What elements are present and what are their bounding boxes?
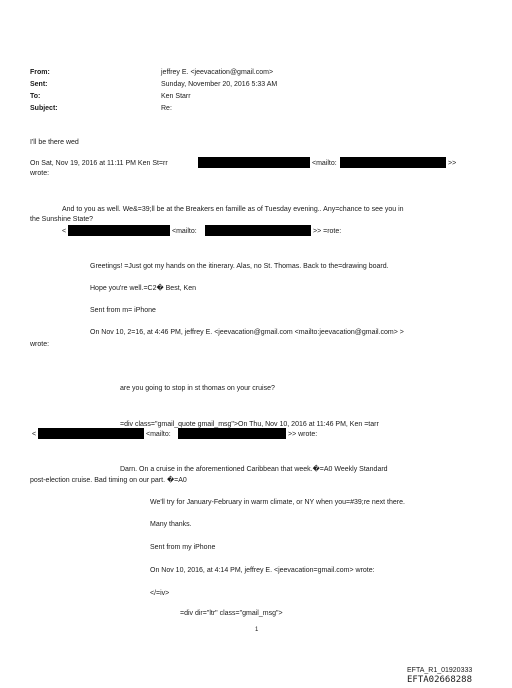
redaction-block [178, 428, 286, 439]
body-line: wrote: [30, 170, 50, 177]
redaction-block [68, 225, 170, 236]
redaction-block [205, 225, 311, 236]
body-line: We'll try for January-February in warm climate, or NY when you=#39;re next there. [150, 499, 405, 506]
body-line: Sent from my iPhone [150, 544, 216, 551]
from-value: jeffrey E. <jeevacation@gmail.com> [161, 69, 274, 76]
body-line: are you going to stop in st thomas on your cruise? [120, 385, 275, 392]
to-label: To: [30, 93, 41, 100]
body-line: Darn. On a cruise in the aforementioned Caribbean that week.�=A0 Weekly Standard [120, 466, 388, 473]
body-line: < [32, 431, 37, 438]
body-line: >> =rote: [313, 228, 342, 235]
body-line: <mailto: [146, 431, 171, 438]
body-line: On Nov 10, 2016, at 4:14 PM, jeffrey E. <jeevacation=gmail.com> wrote: [150, 567, 375, 574]
from-label: From: [30, 69, 50, 76]
body-line: Hope you're well.=C2� Best, Ken [90, 285, 196, 292]
to-value: Ken Starr [161, 93, 191, 100]
body-line: Greetings! =Just got my hands on the itinerary. Alas, no St. Thomas. Back to the=drawing board. [90, 263, 389, 270]
body-line: On Sat, Nov 19, 2016 at 11:11 PM Ken St=rr [30, 160, 168, 167]
body-line: Many thanks. [150, 521, 192, 528]
sent-label: Sent: [30, 81, 48, 88]
redaction-block [38, 428, 144, 439]
body-line: And to you as well. We&=39;ll be at the Breakers en famille as of Tuesday evening.. Any=chance to see you in [62, 206, 404, 213]
redaction-block [340, 157, 446, 168]
body-line: < [62, 228, 67, 235]
bates-number-2: EFTA02668288 [407, 675, 473, 685]
body-line: post-election cruise. Bad timing on our part. �=A0 [30, 477, 187, 484]
body-line: </=iv> [150, 590, 170, 597]
body-line: >> wrote: [288, 431, 318, 438]
body-line: the Sunshine State? [30, 216, 94, 223]
body-line: <mailto: [312, 160, 337, 167]
redaction-block [198, 157, 310, 168]
subject-label: Subject: [30, 105, 58, 112]
body-line: <mailto: [172, 228, 197, 235]
body-line: On Nov 10, 2=16, at 4:46 PM, jeffrey E. <jeevacation@gmail.com <mailto:jeevacation@gmail.com> > [90, 329, 404, 336]
body-line: Sent from m= iPhone [90, 307, 156, 314]
body-line: I'll be there wed [30, 139, 79, 146]
body-line: >> [448, 160, 457, 167]
page-number: 1 [255, 627, 259, 633]
sent-value: Sunday, November 20, 2016 5:33 AM [161, 81, 278, 88]
body-line: wrote: [30, 341, 50, 348]
subject-value: Re: [161, 105, 172, 112]
body-line: =div dir="ltr" class="gmail_msg"> [180, 610, 283, 617]
bates-number-1: EFTA_R1_01920333 [407, 667, 473, 674]
body-line: =div class="gmail_quote gmail_msg">On Thu, Nov 10, 2016 at 11:46 PM, Ken =tarr [120, 421, 379, 428]
